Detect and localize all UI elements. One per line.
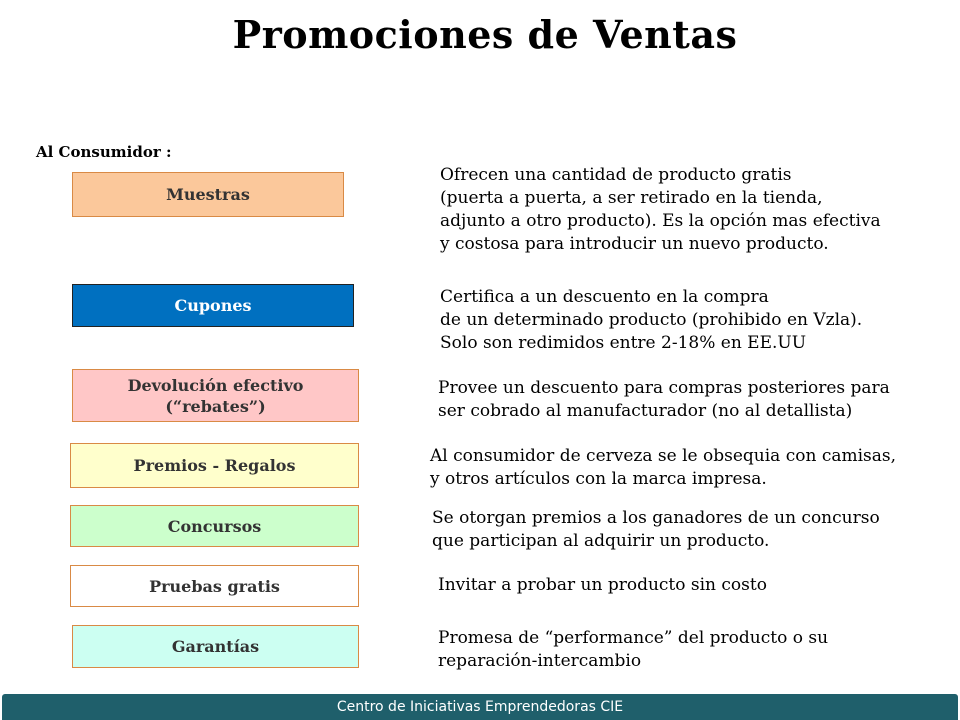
promo-box-devolucion <box>72 369 359 422</box>
promo-desc-concursos <box>432 507 880 553</box>
promo-desc-premios <box>430 445 896 491</box>
promo-label <box>128 375 304 417</box>
promo-label <box>166 184 250 205</box>
promo-label <box>174 295 251 316</box>
promo-label-line: Pruebas gratis <box>149 576 280 596</box>
promo-desc-line: Ofrecen una cantidad de producto gratis <box>440 165 792 185</box>
promo-label-line: Cupones <box>174 296 252 315</box>
promo-label-line: Premios - Regalos <box>133 456 296 475</box>
promo-desc-line: que participan al adquirir un producto. <box>432 531 770 551</box>
promo-desc-line: (puerta a puerta, a ser retirado en la tienda, <box>440 188 823 208</box>
promo-desc-line: y otros artículos con la marca impresa. <box>430 469 767 489</box>
promo-desc-line: Se otorgan premios a los ganadores de un concurso <box>432 508 880 528</box>
promo-desc-cupones <box>440 286 862 355</box>
promo-label-line: Concursos <box>167 516 262 536</box>
section-subtitle: Al Consumidor : <box>36 143 172 161</box>
promo-label <box>134 455 296 476</box>
promo-desc-pruebas <box>438 574 767 597</box>
promo-label-line: Muestras <box>166 185 250 204</box>
promo-label <box>149 576 280 597</box>
promo-label <box>172 636 259 657</box>
promo-box-concursos <box>70 505 359 547</box>
promo-desc-line: reparación-intercambio <box>438 651 642 671</box>
promo-box-cupones <box>72 284 354 327</box>
promo-desc-line: ser cobrado al manufacturador (no al detallista) <box>438 401 853 421</box>
promo-desc-line: Al consumidor de cerveza se le obsequia con camisas, <box>430 446 897 466</box>
promo-desc-line: y costosa para introducir un nuevo producto. <box>440 234 829 254</box>
promo-desc-line: Certifica a un descuento en la compra <box>440 287 769 307</box>
promo-desc-line: de un determinado producto (prohibido en Vzla). <box>440 310 863 330</box>
promo-desc-line: Solo son redimidos entre 2-18% en EE.UU <box>440 333 807 353</box>
promo-box-pruebas <box>70 565 359 607</box>
promo-label-line: (“rebates”) <box>165 396 266 416</box>
promo-desc-line: adjunto a otro producto). Es la opción mas efectiva <box>440 211 881 231</box>
promo-desc-devolucion <box>438 377 890 423</box>
promo-box-garantias <box>72 625 359 668</box>
promo-desc-line: Provee un descuento para compras posteriores para <box>438 378 890 398</box>
promo-box-muestras <box>72 172 344 217</box>
promo-label <box>168 516 262 537</box>
promo-desc-line: Invitar a probar un producto sin costo <box>438 575 767 595</box>
footer-text: Centro de Iniciativas Emprendedoras CIE <box>336 699 624 715</box>
promo-label-line: Garantías <box>171 637 260 656</box>
promo-desc-garantias <box>438 627 828 673</box>
footer-bar <box>2 694 958 720</box>
promo-box-premios <box>70 443 359 488</box>
promo-desc-line: Promesa de “performance” del producto o su <box>438 628 829 648</box>
promo-label-line: Devolución efectivo <box>127 375 304 395</box>
promo-desc-muestras <box>440 164 881 256</box>
slide-title: Promociones de Ventas <box>232 12 738 57</box>
